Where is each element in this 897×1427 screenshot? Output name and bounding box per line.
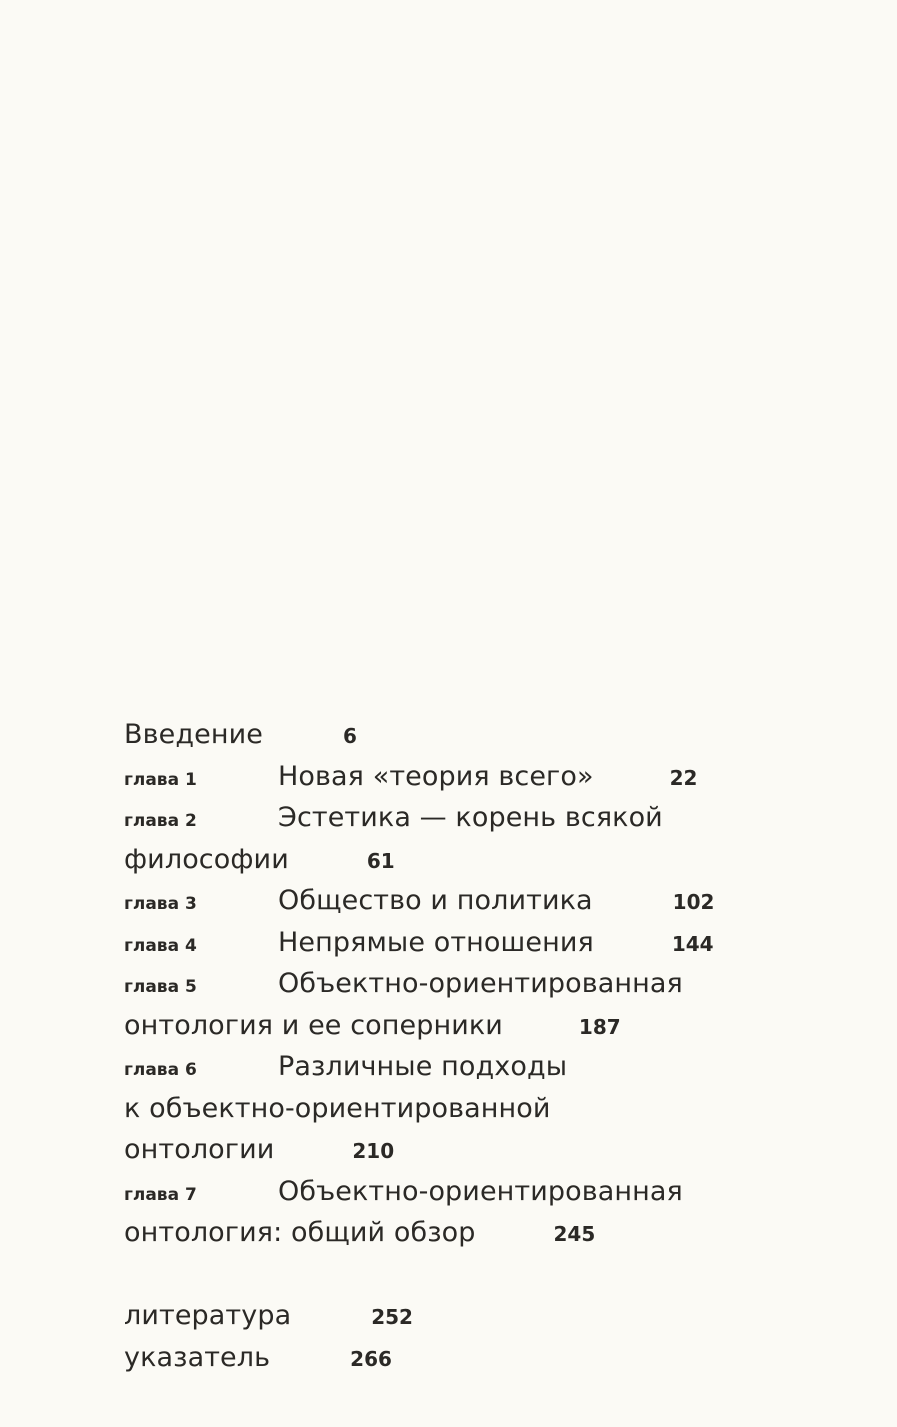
chapter-label: глава 2 [124, 811, 197, 831]
chapter-label: глава 1 [124, 769, 197, 790]
toc-page-number: 61 [366, 848, 395, 873]
chapter-title: Объектно-ориентированная [278, 968, 683, 999]
toc-entry-chapter-3 [124, 880, 764, 922]
toc-entry-title: указатель [124, 1341, 271, 1373]
chapter-label: глава 4 [124, 935, 197, 956]
chapter-title-continued: онтология и ее соперники [124, 1009, 503, 1041]
toc-page-number: 187 [578, 1014, 621, 1039]
toc-page-number: 245 [553, 1222, 596, 1246]
toc-page-number: 102 [672, 890, 715, 914]
chapter-title-continued: философии [124, 843, 289, 875]
toc-page-number: 6 [342, 724, 357, 748]
toc-entry-title: литература [124, 1300, 292, 1331]
chapter-label: глава 7 [124, 1184, 197, 1205]
toc-page-number: 144 [671, 931, 714, 956]
chapter-title: Общество и политика [278, 885, 593, 916]
toc-entry-chapter-1 [124, 756, 764, 798]
chapter-title-continued: онтология: общий обзор [124, 1217, 476, 1248]
toc-entry-chapter-4 [124, 922, 764, 964]
chapter-label: глава 5 [124, 977, 197, 997]
toc-page-number: 266 [350, 1346, 392, 1371]
chapter-label: глава 6 [124, 1060, 197, 1080]
chapter-title: Новая «теория всего» [278, 760, 594, 792]
toc-entry-chapter-2-cont [124, 839, 764, 881]
toc-entry-chapter-5-cont [124, 1005, 764, 1047]
chapter-title-continued: онтологии [124, 1134, 275, 1165]
toc-entry-index [124, 1337, 764, 1379]
chapter-title: Эстетика — корень всякой [278, 802, 663, 833]
toc-entry-chapter-5 [124, 963, 764, 1005]
toc-entry-chapter-6-cont2 [124, 1129, 764, 1171]
toc-entry-bibliography [124, 1295, 764, 1337]
chapter-title: Объектно-ориентированная [278, 1175, 683, 1207]
toc-page-number: 210 [352, 1139, 395, 1163]
table-of-contents [124, 714, 764, 1378]
chapter-label: глава 3 [124, 894, 197, 914]
chapter-title-continued: к объектно-ориентированной [124, 1092, 551, 1124]
toc-entry-chapter-6-cont [124, 1088, 764, 1130]
toc-entry-chapter-6 [124, 1046, 764, 1088]
toc-entry-intro [124, 714, 764, 756]
toc-entry-chapter-7 [124, 1171, 764, 1213]
toc-page-number: 252 [371, 1305, 413, 1329]
toc-entry-chapter-7-cont [124, 1212, 764, 1254]
toc-page-number: 22 [669, 765, 698, 790]
section-gap [124, 1254, 764, 1296]
chapter-title: Непрямые отношения [278, 926, 594, 958]
chapter-title: Различные подходы [278, 1051, 568, 1082]
toc-entry-title: Введение [124, 719, 263, 750]
toc-entry-chapter-2 [124, 797, 764, 839]
